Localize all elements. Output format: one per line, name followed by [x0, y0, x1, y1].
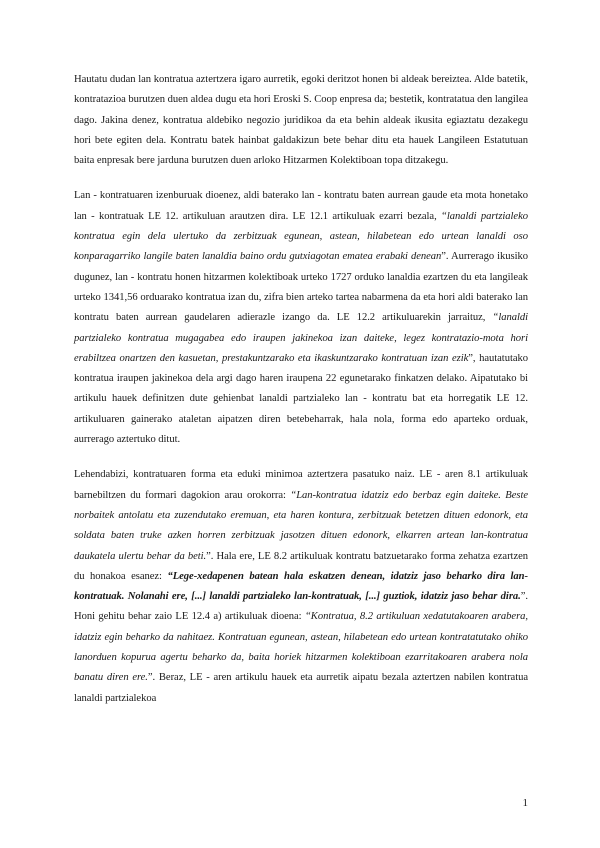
- paragraph-text: ”. Aurrerago ikusiko dugunez, lan - kontratu honen hitzarmen kolektiboak urteko 1727 orduko lanaldia ezartzen du eta langileak urteko 1341,56 orduarako kontratua izan du, zifra bien arteko tartea nabarmena da eta hori aldi baterako lan kontratu baten aurrean gaudelaren adierazle izango da. LE 12.2 artikuluarekin jarraituz,: [74, 251, 528, 324]
- paragraph-text: Lehendabizi, kontratuaren forma eta eduki minimoa aztertzera pasatuko naiz. LE - aren 8.1 artikuluak barnebiltzen du formari dagokion arau orokorra:: [74, 469, 528, 501]
- paragraph-text: Lan - kontratuaren izenburuak dioenez, aldi baterako lan - kontratu baten aurrean gaude eta mota honetako lan - kontratuak LE 12. artikuluan arautzen dira. LE 12.1 artikuluak ezarri bezala,: [74, 190, 528, 222]
- legal-quote: “Kontratua, 8.2 artikuluan xedatutakoaren arabera, idatziz egin beharko da nahitaez. Kontratuan egunean, astean, hilabetean edo urtean kontratatutako ohiko lanorduen kopurua agertu beharko da, baita horiek hitzarmen kolektiboan ezarritakoaren arabera nola banatu diren ere.: [74, 611, 528, 684]
- paragraph-text: ”. Honi gehitu behar zaio LE 12.4 a) artikuluak dioena:: [74, 591, 528, 623]
- legal-quote-emphasis: “Lege-xedapenen batean hala eskatzen denean, idatziz jaso beharko dira lan-kontratuak. Nolanahi ere, [...] lanaldi partzialeko lan-kontratuak, [...] guztiok, idatziz jaso behar dira.: [74, 570, 528, 603]
- paragraph: [74, 70, 528, 171]
- page-number: 1: [522, 797, 528, 809]
- paragraph: [74, 465, 528, 709]
- paragraph-text: ”. Hala ere, LE 8.2 artikuluak kontratu batzuetarako forma zehatza ezartzen du honakoa esanez:: [74, 550, 528, 582]
- paragraph-text: ”. Beraz, LE - aren artikulu hauek eta aurretik aipatu bezala aztertzen nabilen kontratua lanaldi partzialekoa: [74, 672, 528, 704]
- legal-quote: “lanaldi partzialeko kontratua egin dela ulertuko da zerbitzuak egunean, astean, hilabetean edo urtean lanaldi oso konparagarriko langile baten lanaldia baino ordu gutxiagotan ematea erabaki denean: [74, 210, 528, 263]
- paragraph: [74, 186, 528, 450]
- paragraph-text: ”, hautatutako kontratua iraupen jakinekoa dela argi dago haren iraupena 22 egunetarako finkatzen delako. Aipatutako bi artikulu hauek definitzen dute gehienbat lanaldi partzialeko lan - kontratu bat eta horregatik LE 12. artikuluaren gainerako ataletan aipatzen diren betebeharrak, hala nola, forma edo aparteko orduak, aurrerago aztertuko ditut.: [74, 352, 528, 446]
- legal-quote: “Lan-kontratua idatziz edo berbaz egin daiteke. Beste norbaitek antolatu eta zuzendutako eremuan, eta haren kontura, zerbitzuak betetzen dituen edonork, eta soldata baten truke azken horren zerbitzuak jasotzen dituen edonork, elkarren artean lan-kontratua daukatela ulertu behar da beti.: [74, 489, 528, 562]
- legal-quote: “lanaldi partzialeko kontratua mugagabea edo iraupen jakinekoa izan daiteke, legez kontratazio-mota hori erabiltzea onartzen den kasuetan, prestakuntzarako eta ikaskuntzarako kontratuan izan ezik: [74, 312, 528, 364]
- document-body: [74, 70, 528, 709]
- paragraph-text: Hautatu dudan lan kontratua aztertzera igaro aurretik, egoki deritzot honen bi aldeak bereiztea. Alde batetik, kontratazioa burutzen duen aldea dugu eta hori Eroski S. Coop enpresa da; bestetik, kontratatua den langilea dago. Jakina denez, kontratua aldebiko negozio juridikoa da eta behin aldeak ikusita egiaztatu dezakegu hori bete egiten dela. Kontratu batek hainbat galdakizun bete behar ditu eta hauek Langileen Estatutuan baita enpresak bere jarduna burutzen duen arloko Hitzarmen Kolektiboan topa ditzakegu.: [74, 74, 528, 167]
